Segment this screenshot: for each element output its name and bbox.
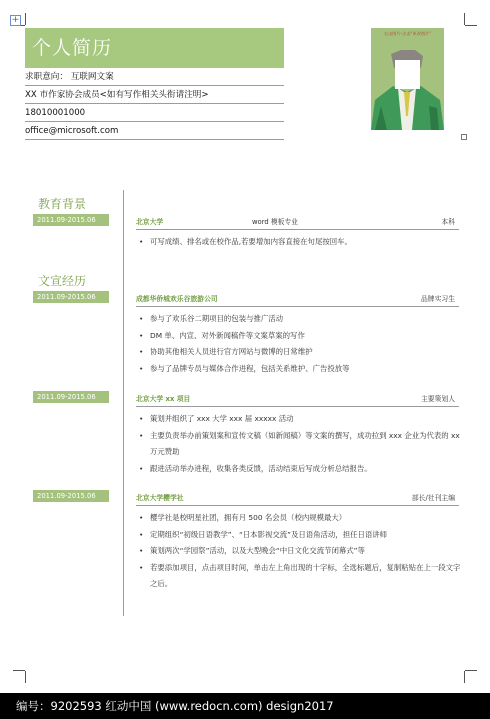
entry-role: 本科 — [441, 218, 455, 226]
date-badge: 2011.09-2015.06 — [33, 490, 109, 502]
crop-mark-top-right-h — [465, 25, 477, 26]
list-item: • 协助其他相关人员进行官方网站与微博的日常维护 — [136, 344, 466, 361]
section-title-experience: 文宣经历 — [38, 274, 87, 288]
watermark-footer: 编号：9202593 红动中国 (www.redocn.com) design2017 — [0, 693, 490, 719]
entry-role: 品牌实习生 — [421, 295, 455, 303]
entry-bullets — [136, 510, 466, 593]
entry-role: 部长/社刊主编 — [411, 494, 455, 502]
entry-header — [136, 216, 459, 230]
resize-square-icon[interactable] — [461, 134, 467, 140]
photo-caption: 右击图片-点击"更改图片" — [383, 31, 432, 36]
writer-association: XX 市作家协会成员<如有写作相关头衔请注明> — [25, 86, 284, 104]
list-item: • 策划两次“学园祭”活动，以及大型晚会“中日文化交流节闭幕式”等 — [136, 543, 466, 560]
job-intention: 求职意向： 互联网文案 — [25, 68, 284, 86]
entry-header — [136, 492, 459, 506]
list-item: • 参与了欢乐谷二期项目的包装与推广活动 — [136, 311, 466, 328]
list-item: • DM 单、内宣、对外新闻稿件等文案草案的写作 — [136, 328, 466, 345]
list-item: • 樱学社是校明星社团，拥有月 500 名会员（校内规模最大） — [136, 510, 466, 527]
resume-title: 个人简历 — [25, 28, 284, 68]
crop-mark-top-right-v — [464, 13, 465, 25]
portrait-illustration — [371, 28, 444, 130]
entry-major: word 模板专业 — [252, 218, 299, 226]
section-title-education: 教育背景 — [38, 197, 87, 211]
entry-bullets — [136, 311, 466, 377]
list-item: • 可写成绩、排名或在校作品,若要增加内容直接在句尾按回车。 — [136, 234, 466, 251]
list-item: • 主要负责举办前策划案和宣传文稿（如新闻稿）等文案的撰写，成功拉到 xxx 企业为代表的 xx 万元赞助 — [136, 428, 466, 461]
entry-header — [136, 393, 459, 407]
crop-mark-bottom-right-v — [464, 671, 465, 683]
entry-bullets — [136, 411, 466, 477]
timeline-line — [123, 190, 124, 616]
list-item: • 若要添加项目，点击项目时间，单击左上角出现的十字标，全选标题后，复制粘贴在上一段文字之后。 — [136, 560, 466, 593]
email-address: office@microsoft.com — [25, 122, 284, 140]
entry-org: 北京大学 xx 项目 — [136, 395, 191, 403]
list-item: • 参与了品牌专员与媒体合作进程，包括关系维护、广告投放等 — [136, 361, 466, 378]
crop-mark-top-left-v — [25, 13, 26, 25]
phone-number: 18010001000 — [25, 104, 284, 122]
entry-role: 主要策划人 — [421, 395, 455, 403]
date-badge: 2011.09-2015.06 — [33, 291, 109, 303]
list-item: • 跟进活动举办进程，收集各类反馈，活动结束后写成分析总结报告。 — [136, 461, 466, 478]
date-badge: 2011.09-2015.06 — [33, 214, 109, 226]
entry-org: 北京大学 — [136, 218, 164, 226]
list-item: • 定期组织“初级日语教学”、“日本影视交流”及日语角活动，担任日语讲师 — [136, 527, 466, 544]
list-item: • 策划并组织了 xxx 大学 xxx 届 xxxxx 活动 — [136, 411, 466, 428]
four-way-arrow-icon[interactable]: + — [11, 15, 20, 25]
entry-bullets — [136, 234, 466, 251]
crop-mark-bottom-left-v — [25, 671, 26, 683]
entry-org: 北京大学樱学社 — [136, 494, 184, 502]
entry-org: 成都华侨城欢乐谷旅游公司 — [136, 295, 218, 303]
profile-photo[interactable] — [371, 28, 444, 130]
crop-mark-bottom-right-h — [465, 670, 477, 671]
entry-header — [136, 293, 459, 307]
date-badge: 2011.09-2015.06 — [33, 391, 109, 403]
crop-mark-bottom-left-h — [13, 670, 25, 671]
